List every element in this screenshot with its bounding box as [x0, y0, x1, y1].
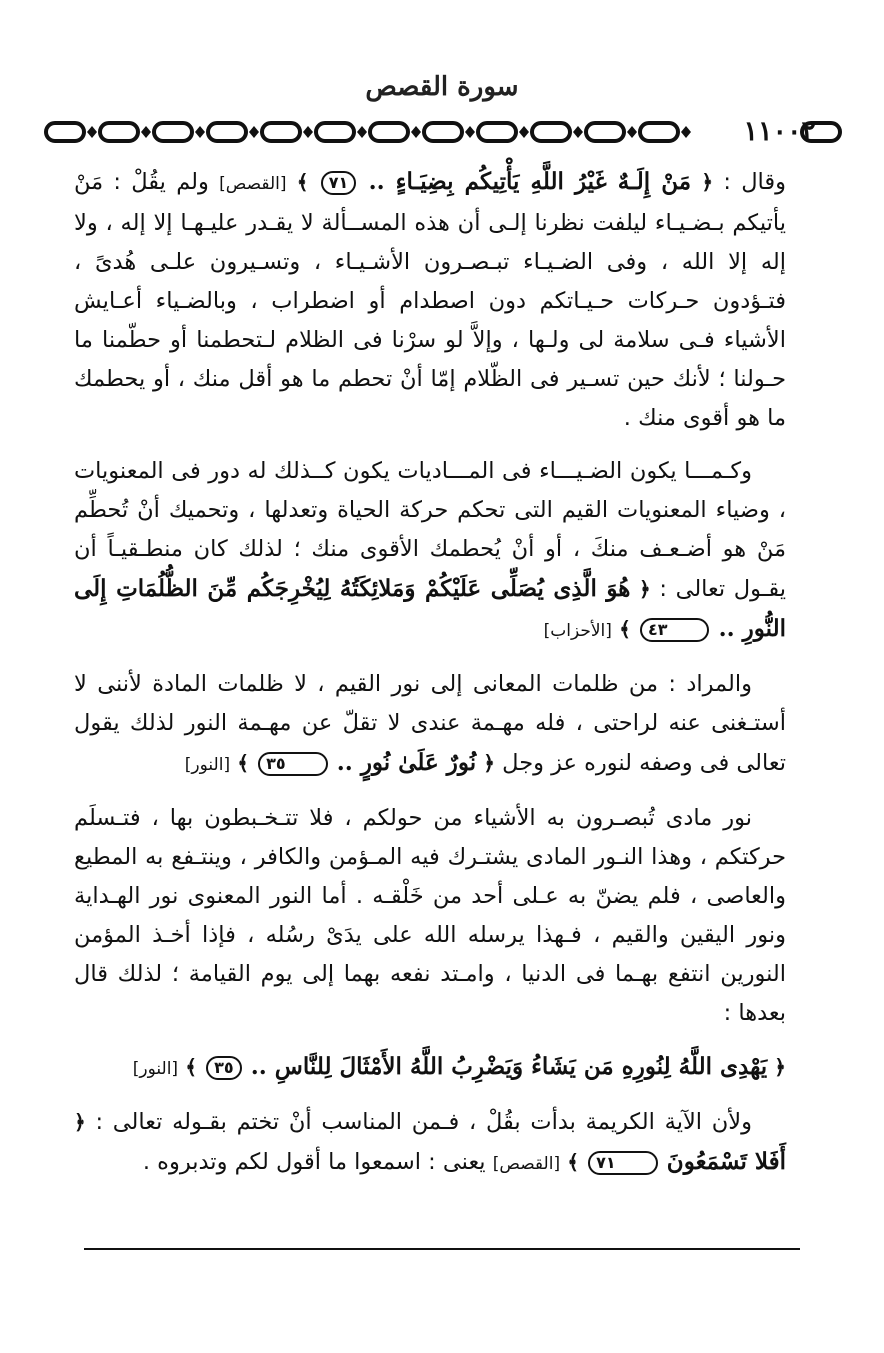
main-text [74, 162, 786, 1198]
paragraph-text: نور مادى تُبصـرون به الأشياء من حولكم ، فلا تتـخـبطون بها ، فتـسلَم حركتكم ، وهذا النـور المادى يشتـرك فيه المـؤمن والكافر ، وينتـفع به المطيع والعاصى ، فلم يضنّ به عـلى أحد من خَلْقـه . أما النور المعنوى نور الهـداية ونور اليقين والقيم ، فـهذا يرسله الله على يدَىْ رسُله ، فإذا أخـذ المؤمن النورين انتفع بهـما فى الدنيا ، وامـتد نفعه بهما إلى يوم القيامة ؛ لذلك قال بعدها : [74, 805, 786, 1026]
ornamental-header-border [42, 116, 702, 148]
quran-verse: أَفَلا تَسْمَعُونَ [666, 1148, 786, 1175]
quran-verse: يَهْدِى اللَّهُ لِنُورِهِ مَن يَشَاءُ وَيَضْرِبُ اللَّهُ الأَمْثَالَ لِلنَّاسِ .. [250, 1053, 768, 1080]
open-bracket: ﴿ [774, 1055, 786, 1079]
ayah-number-badge: ٣٥ [206, 1056, 242, 1080]
paragraph-text: ولم يقُلْ : مَنْ يأتيكم بـضـيـاء ليلفت نظرنا إلـى أن هذه المســألة لا يقـدر عليـهـا إلا إله ، ولا إله إلا الله ، وفى الضـيـاء تبـصـرون الأشـيـاء ، وتسـيرون علـى هُدىً ، فتـؤدون حـركات حـيـاتكم دون اصطدام أو اضطراب ، وبالضـياء أعـايش الأشياء فـى سلامة لى ولـها ، وإلاَّ لو سرْنا فى الظلام لـتحطمنا أو حطّمنا ما حـولنا ؛ لأنك حين تسـير فى الظّلام إمّا أنْ تحطم ما هو أقل منك ، أو يحطمك ما هو أقوى منك . [74, 169, 786, 431]
quran-verse: نُورٌ عَلَىٰ نُورٍ .. [336, 749, 477, 776]
open-bracket: ﴿ [638, 577, 651, 601]
paragraph-6 [74, 1103, 786, 1184]
surah-reference: [القصص] [492, 1154, 561, 1174]
ayah-number-badge: ٣٥ [258, 752, 328, 776]
surah-reference: [القصص] [219, 174, 287, 194]
paragraph-intro: وقال : [713, 169, 787, 195]
verse-block [74, 1047, 786, 1089]
ayah-number-badge: ٤٣ [640, 618, 710, 642]
close-bracket: ﴾ [619, 617, 631, 641]
close-bracket: ﴾ [185, 1055, 197, 1079]
page-number: ١١٠٠٢ [743, 116, 816, 147]
paragraph-text: ولأن الآية الكريمة بدأت بقُلْ ، فـمن المناسب أنْ تختم بقـوله تعالى : [85, 1109, 752, 1135]
ayah-number-badge: ٧١ [588, 1151, 658, 1175]
surah-reference: [النور] [132, 1059, 179, 1079]
quran-verse: مَنْ إِلَـهٌ غَيْرُ اللَّهِ يَأْتِيكُم بِضِيَـاءٍ .. [368, 168, 692, 195]
paragraph-text: وكـمـــا يكون الضـيـــاء فى المـــاديات يكون كــذلك له دور فى المعنويات ، وضياء المعنويات القيم التى تحكم حركة الحياة وتعدلها ، وتحميك أنْ تُحطِّم مَنْ هو أضـعـف منكَ ، أو أنْ يُحطمك الأقوى منك ؛ لذلك كان منطـقيـاً أن يقـول تعالى : [74, 458, 786, 602]
paragraph-text: يعنى : اسمعوا ما أقول لكم وتدبروه . [142, 1149, 486, 1175]
open-bracket: ﴿ [74, 1110, 86, 1134]
close-bracket: ﴾ [237, 751, 249, 775]
close-bracket: ﴾ [296, 170, 309, 194]
open-bracket: ﴿ [483, 751, 495, 775]
surah-title: سورة القصص [365, 72, 519, 102]
paragraph-4 [74, 799, 786, 1033]
ayah-number-badge: ٧١ [321, 171, 357, 195]
close-bracket: ﴾ [567, 1150, 579, 1174]
quran-verse: هُوَ الَّذِى يُصَلِّى عَلَيْكُمْ وَمَلائِكَتُهُ لِيُخْرِجَكُم مِّنَ الظُّلُمَاتِ إِلَى النُّورِ .. [74, 575, 786, 642]
paragraph-3 [74, 665, 786, 785]
surah-reference: [النور] [184, 755, 231, 775]
paragraph-text: والمراد : من ظلمات المعانى إلى نور القيم ، لا ظلمات المادة لأننى لا أستـغنى عنه لراحتى ، فله مهـمة عندى لا تقلّ عن مهـمة النور لذلك يقول تعالى فى وصفه لنوره عز وجل [74, 671, 786, 776]
surah-reference: [الأحزاب] [543, 621, 612, 641]
footer-divider [84, 1248, 800, 1250]
paragraph-1 [74, 162, 786, 438]
paragraph-2 [74, 452, 786, 651]
open-bracket: ﴿ [701, 170, 714, 194]
